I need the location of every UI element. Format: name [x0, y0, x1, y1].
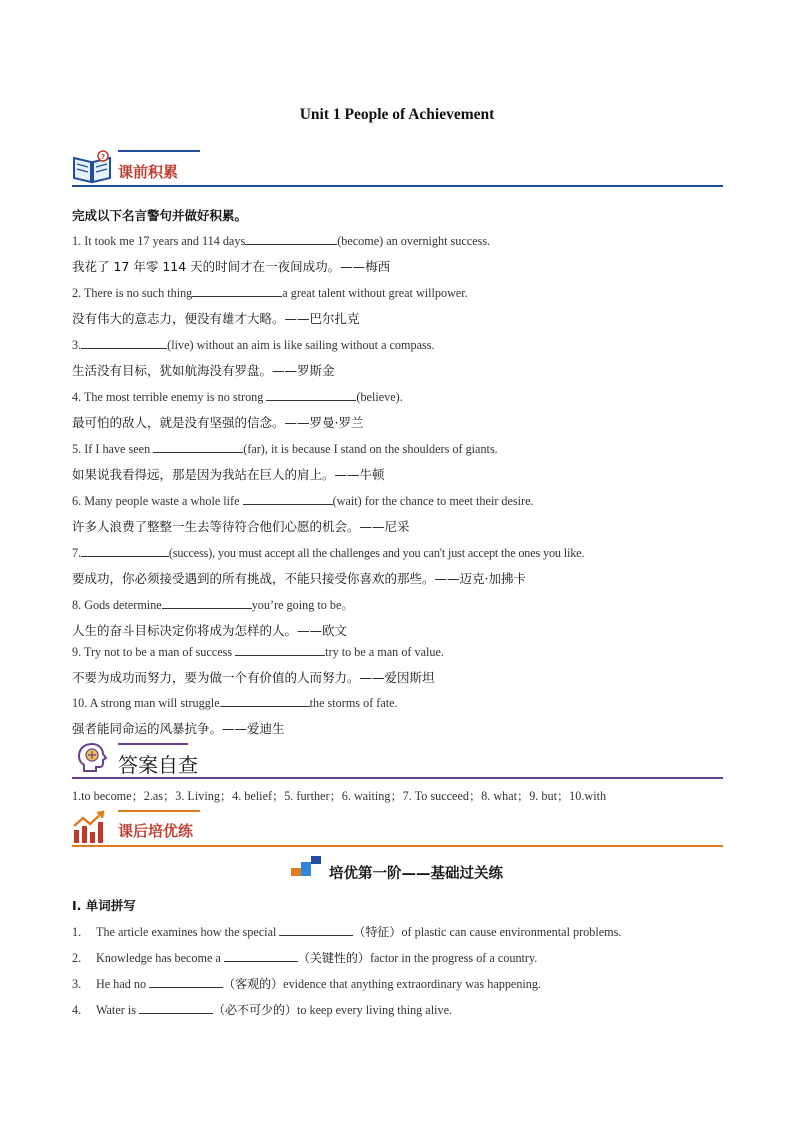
- practice-level-heading: [0, 860, 794, 884]
- quote-item-5: 5. If I have seen (far), it is because I stand on the shoulders of giants.: [72, 442, 498, 456]
- question-4: 4. Water is （必不可少的）to keep every living thing alive.: [72, 1003, 453, 1017]
- answer-blank-9[interactable]: [235, 643, 325, 656]
- section-header-practice: [72, 806, 723, 848]
- quote-translation-7: 要成功，你必须接受遇到的所有挑战，不能只接受你喜欢的那些。——迈克·加拂卡: [72, 571, 526, 586]
- quote-item-3: 3. (live) without an aim is like sailing without a compass.: [72, 338, 435, 352]
- section-title-practice: 课后培优练: [118, 822, 194, 840]
- answer-blank-8[interactable]: [162, 596, 252, 609]
- answer-blank-q4[interactable]: [139, 1001, 213, 1014]
- part-title: I. 单词拼写: [72, 898, 136, 913]
- answer-blank-4[interactable]: [266, 388, 356, 401]
- answer-blank-q3[interactable]: [149, 975, 223, 988]
- section-header-preclass: [72, 146, 723, 188]
- quote-translation-3: 生活没有目标，犹如航海没有罗盘。——罗斯金: [72, 363, 335, 378]
- quote-item-6: 6. Many people waste a whole life (wait) for the chance to meet their desire.: [72, 494, 534, 508]
- quote-item-7: 7. (success), you must accept all the challenges and you can't just accept the ones you like.: [72, 546, 585, 560]
- quote-item-8: 8. Gods determine you’re going to be。: [72, 598, 354, 612]
- brain-icon: [74, 740, 110, 776]
- quote-item-4: 4. The most terrible enemy is no strong (believe).: [72, 390, 403, 404]
- instruction: 完成以下名言警句并做好积累。: [72, 208, 248, 223]
- quote-translation-2: 没有伟大的意志力，便没有雄才大略。——巴尔扎克: [72, 311, 360, 326]
- answer-blank-3[interactable]: [81, 336, 167, 349]
- quote-translation-10: 强者能同命运的风暴抗争。——爱迪生: [72, 721, 285, 736]
- question-2: 2. Knowledge has become a （关键性的）factor in the progress of a country.: [72, 951, 538, 965]
- quote-translation-6: 许多人浪费了整整一生去等待符合他们心愿的机会。——尼采: [72, 519, 410, 534]
- practice-level-title: 培优第一阶——基础过关练: [329, 865, 503, 882]
- section-title-answers: 答案自查: [118, 753, 198, 777]
- growth-chart-icon: [72, 810, 108, 844]
- answer-blank-5[interactable]: [153, 440, 243, 453]
- quote-item-10: 10. A strong man will struggle the storms of fate.: [72, 696, 398, 710]
- quote-translation-8: 人生的奋斗目标决定你将成为怎样的人。——欧文: [72, 623, 348, 638]
- quote-item-1: 1. It took me 17 years and 114 days (become) an overnight success.: [72, 234, 491, 248]
- answer-blank-2[interactable]: [192, 284, 282, 297]
- section-header-answers: [72, 738, 723, 780]
- stairs-icon: [291, 860, 325, 884]
- question-3: 3. He had no （客观的）evidence that anything extraordinary was happening.: [72, 977, 542, 991]
- answer-blank-10[interactable]: [220, 694, 310, 707]
- quote-translation-4: 最可怕的敌人，就是没有坚强的信念。——罗曼·罗兰: [72, 415, 364, 430]
- quote-item-2: 2. There is no such thing a great talent without great willpower.: [72, 286, 468, 300]
- question-1: 1. The article examines how the special （特征）of plastic can cause environmental problems.: [72, 925, 622, 939]
- answer-blank-q1[interactable]: [279, 923, 353, 936]
- quote-translation-1: 我花了 17 年零 114 天的时间才在一夜间成功。——梅西: [72, 259, 391, 274]
- svg-text:?: ?: [100, 153, 106, 161]
- answer-blank-6[interactable]: [243, 492, 333, 505]
- quote-translation-9: 不要为成功而努力，要为做一个有价值的人而努力。——爱因斯坦: [72, 670, 435, 685]
- answer-blank-q2[interactable]: [224, 949, 298, 962]
- page-title: Unit 1 People of Achievement: [299, 106, 495, 123]
- answer-blank-1[interactable]: [245, 232, 337, 245]
- answer-key: 1.to become；2.as；3. Living；4. belief；5. further；6. waiting；7. To succeed；8. what；9. but；10.with: [72, 789, 607, 803]
- quote-translation-5: 如果说我看得远，那是因为我站在巨人的肩上。——牛顿: [72, 467, 385, 482]
- book-icon: [72, 150, 112, 184]
- quote-item-9: 9. Try not to be a man of success try to be a man of value.: [72, 645, 444, 659]
- section-title-preclass: 课前积累: [118, 163, 179, 181]
- answer-blank-7[interactable]: [81, 544, 169, 557]
